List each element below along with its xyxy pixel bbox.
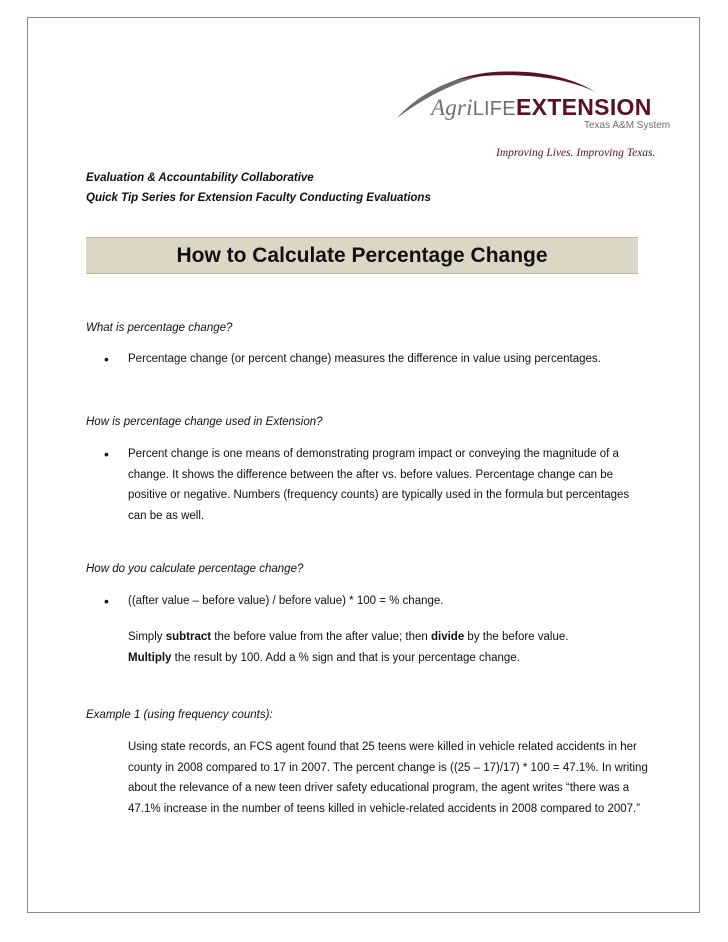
bullet-icon: • xyxy=(104,351,109,367)
series-line-1: Evaluation & Accountability Collaborative xyxy=(86,172,314,184)
agrilife-extension-logo xyxy=(395,66,671,166)
answer-what: Percentage change (or percent change) measures the difference in value using percentages. xyxy=(128,353,601,365)
bullet-icon: • xyxy=(104,446,109,462)
keyword-multiply: Multiply xyxy=(128,651,172,664)
formula: ((after value – before value) / before value) * 100 = % change. xyxy=(128,595,444,607)
keyword-subtract: subtract xyxy=(165,631,212,643)
question-calculate: How do you calculate percentage change? xyxy=(86,563,304,575)
question-how-used: How is percentage change used in Extension? xyxy=(86,416,323,428)
series-header xyxy=(86,168,431,208)
bullet-icon: • xyxy=(104,593,109,609)
question-what: What is percentage change? xyxy=(86,322,233,334)
answer-how-used: Percent change is one means of demonstrating program impact or conveying the magnitude of a change. It shows the difference between the after vs. before values. Percentage change can be positive or negative. Numbers (frequency counts) are typically used in the formula but percentages can be as well. xyxy=(128,448,630,522)
page-title: How to Calculate Percentage Change xyxy=(176,243,548,267)
logo-slogan: Improving Lives. Improving Texas. xyxy=(496,147,656,159)
example-1-heading: Example 1 (using frequency counts): xyxy=(86,709,273,721)
logo-agri-text: AgriLIFE xyxy=(431,95,516,120)
calculation-steps: Simply subtract the before value from the after value; then divide by the before value. Multiply the result by 100. Add a % sign and that is your percentage change. xyxy=(128,631,569,664)
logo-system-text: Texas A&M System xyxy=(584,120,671,131)
title-band xyxy=(86,237,638,274)
keyword-divide: divide xyxy=(431,631,465,643)
logo-extension-text: EXTENSION xyxy=(516,94,652,120)
example-1-text: Using state records, an FCS agent found that 25 teens were killed in vehicle related accidents in her county in 2008 compared to 17 in 2007. The percent change is ((25 – 17)/17) * 100 = 47.1%. In writing about the relevance of a new teen driver safety educational program, the agent writes “there was a 47.1% increase in the number of teens killed in vehicle-related accidents in 2008 compared to 2007.” xyxy=(128,741,648,815)
series-line-2: Quick Tip Series for Extension Faculty Conducting Evaluations xyxy=(86,192,431,204)
